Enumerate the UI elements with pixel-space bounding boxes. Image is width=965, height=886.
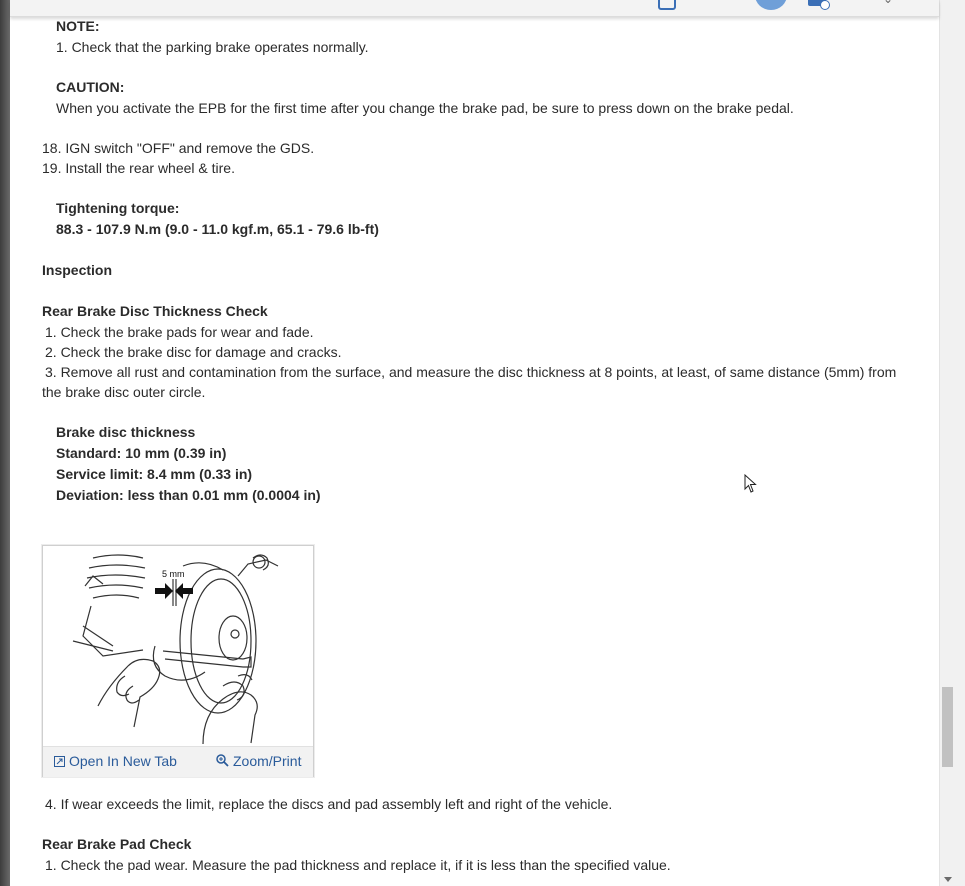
pad-check-item-1: 1. Check the pad wear. Measure the pad thickness and replace it, if it is less than the specified value. xyxy=(45,857,671,873)
zoom-print-link[interactable] xyxy=(216,753,301,769)
disc-check-heading: Rear Brake Disc Thickness Check xyxy=(42,303,268,319)
spec-heading: Brake disc thickness xyxy=(56,424,196,440)
disc-check-item-3: 3. Remove all rust and contamination from the surface, and measure the disc thickness at 8 points, at least, of same distance (5mm) from xyxy=(45,364,897,380)
scroll-down-arrow-icon[interactable] xyxy=(944,877,952,882)
vertical-scrollbar[interactable] xyxy=(939,0,965,886)
disc-check-item-1: 1. Check the brake pads for wear and fade. xyxy=(45,324,314,340)
figure-toolbar xyxy=(43,746,313,777)
note-heading: NOTE: xyxy=(56,18,100,34)
zoom-print-label: Zoom/Print xyxy=(233,753,302,769)
user-avatar[interactable] xyxy=(755,0,787,10)
brake-disc-figure xyxy=(42,545,314,777)
chevron-icon[interactable] xyxy=(883,0,893,6)
figure-dimension-label: 5 mm xyxy=(162,569,185,579)
spec-service-limit: Service limit: 8.4 mm (0.33 in) xyxy=(56,466,253,482)
brake-disc-illustration xyxy=(43,546,313,746)
spec-standard: Standard: 10 mm (0.39 in) xyxy=(56,445,227,461)
step-18: 18. IGN switch "OFF" and remove the GDS. xyxy=(42,140,315,156)
zoom-icon xyxy=(216,754,229,767)
top-toolbar xyxy=(10,0,939,17)
note-item: 1. Check that the parking brake operates normally. xyxy=(56,39,369,55)
inspection-heading: Inspection xyxy=(42,262,113,278)
disc-check-item-2: 2. Check the brake disc for damage and cracks. xyxy=(45,344,342,360)
open-in-new-tab-link[interactable] xyxy=(54,753,177,769)
calendar-add-icon[interactable] xyxy=(808,0,826,6)
disc-check-item-3-cont: the brake disc outer circle. xyxy=(42,384,206,400)
manual-page xyxy=(10,0,939,886)
torque-heading: Tightening torque: xyxy=(56,200,180,216)
spec-deviation: Deviation: less than 0.01 mm (0.0004 in) xyxy=(56,487,321,503)
scrollbar-thumb[interactable] xyxy=(942,687,953,767)
open-in-new-tab-label: Open In New Tab xyxy=(69,753,177,769)
comment-icon[interactable] xyxy=(658,0,676,10)
mouse-pointer-icon xyxy=(744,474,758,494)
caution-heading: CAUTION: xyxy=(56,79,125,95)
step-19: 19. Install the rear wheel & tire. xyxy=(42,160,235,176)
pad-check-heading: Rear Brake Pad Check xyxy=(42,836,192,852)
caution-text: When you activate the EPB for the first time after you change the brake pad, be sure to press down on the brake pedal. xyxy=(56,100,794,116)
disc-check-item-4: 4. If wear exceeds the limit, replace the discs and pad assembly left and right of the vehicle. xyxy=(45,796,613,812)
torque-value: 88.3 - 107.9 N.m (9.0 - 11.0 kgf.m, 65.1 - 79.6 lb-ft) xyxy=(56,221,379,237)
open-new-tab-icon xyxy=(54,756,65,767)
left-window-edge xyxy=(0,0,10,886)
